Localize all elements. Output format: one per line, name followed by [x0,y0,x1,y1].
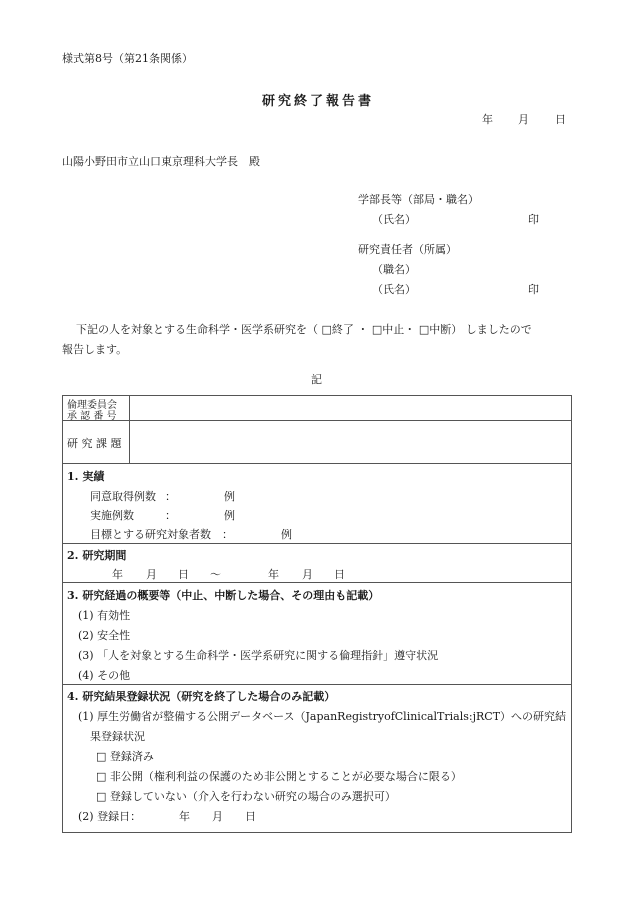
choice-sep: ・ [357,323,369,336]
choice-end[interactable]: □終了 [321,323,354,336]
s2-heading: 2. 研究期間 [67,549,127,562]
s3-item: (1) 有効性 [78,609,131,622]
s2-end-day: 日 [334,568,345,581]
ethics-no-label-line2: 承 認 番 号 [67,411,117,422]
report-sentence [76,321,532,337]
s3-item: (3) 「人を対象とする生命科学・医学系研究に関する倫理指針」遵守状況 [78,649,439,662]
s2-tilde: ～ [210,568,221,581]
page-title: 研究終了報告書 [262,94,375,109]
pi-title-label: （職名） [372,263,416,276]
report-text-2: しましたので [465,323,532,336]
dept-head-seal: 印 [528,213,539,226]
ethics-no-label-line1: 倫理委員会 [67,400,117,411]
research-title-value[interactable] [131,422,570,462]
s2-start-year: 年 [112,568,123,581]
report-text-3: 報告します。 [62,343,128,356]
s1-target-colon: ： [222,528,233,541]
s4-heading: 4. 研究結果登録状況（研究を終了した場合のみ記載） [67,690,336,703]
s4-opt-private[interactable]: □ 非公開（権利利益の保護のため非公開とすることが必要な場合に限る） [96,770,462,783]
s1-consent-label: 同意取得例数 [90,490,156,503]
pi-label: 研究責任者（所属） [358,243,457,256]
choice-stop[interactable]: □中止・ [371,323,416,336]
date-day: 日 [555,113,566,126]
s4-item2-year: 年 [179,810,190,823]
dept-head-name-label: （氏名） [372,213,416,226]
s4-item2-label: (2) 登録日： [78,810,142,823]
s2-start-month: 月 [146,568,157,581]
s1-consent-colon: ： [165,490,176,503]
s2-end-month: 月 [302,568,313,581]
dept-head-label: 学部長等（部局・職名） [358,193,479,206]
s2-end-year: 年 [268,568,279,581]
s1-done-unit: 例 [224,509,235,522]
s1-target-unit: 例 [281,528,292,541]
pi-name-label: （氏名） [372,283,416,296]
s1-done-label: 実施例数 [90,509,134,522]
s1-target-label: 目標とする研究対象者数 [90,528,211,541]
form-number: 様式第8号（第21条関係） [62,52,193,65]
s4-item1-line1: (1) 厚生労働省が整備する公開データベース（JapanRegistryofClinicalTrials:jRCT）への研究結 [78,710,567,723]
s4-item2-month: 月 [212,810,223,823]
choice-suspend[interactable]: □中断） [418,323,463,336]
s4-item2-day: 日 [245,810,256,823]
s3-item: (2) 安全性 [78,629,131,642]
table-row-line [62,420,572,421]
pi-seal: 印 [528,283,539,296]
s2-start-day: 日 [178,568,189,581]
research-title-label: 研 究 課 題 [67,437,122,450]
ethics-no-value[interactable] [131,397,570,419]
report-text-1: 下記の人を対象とする生命科学・医学系研究を（ [76,323,318,336]
table-col-divider [129,395,130,463]
table-row-line [62,463,572,464]
table-row-line [62,684,572,685]
s1-done-colon: ： [165,509,176,522]
date-month: 月 [518,113,529,126]
s4-opt-not-registered[interactable]: □ 登録していない（介入を行わない研究の場合のみ選択可） [96,790,396,803]
s1-heading: 1. 実績 [67,470,105,483]
s1-consent-unit: 例 [224,490,235,503]
table-row-line [62,543,572,544]
ki-label: 記 [311,373,322,386]
s3-heading: 3. 研究経過の概要等（中止、中断した場合、その理由も記載） [67,589,380,602]
s4-opt-registered[interactable]: □ 登録済み [96,750,154,763]
s4-item1-line2: 果登録状況 [90,730,145,743]
addressee: 山陽小野田市立山口東京理科大学長 殿 [62,155,260,168]
table-row-line [62,582,572,583]
s3-item: (4) その他 [78,669,131,682]
date-year: 年 [482,113,493,126]
